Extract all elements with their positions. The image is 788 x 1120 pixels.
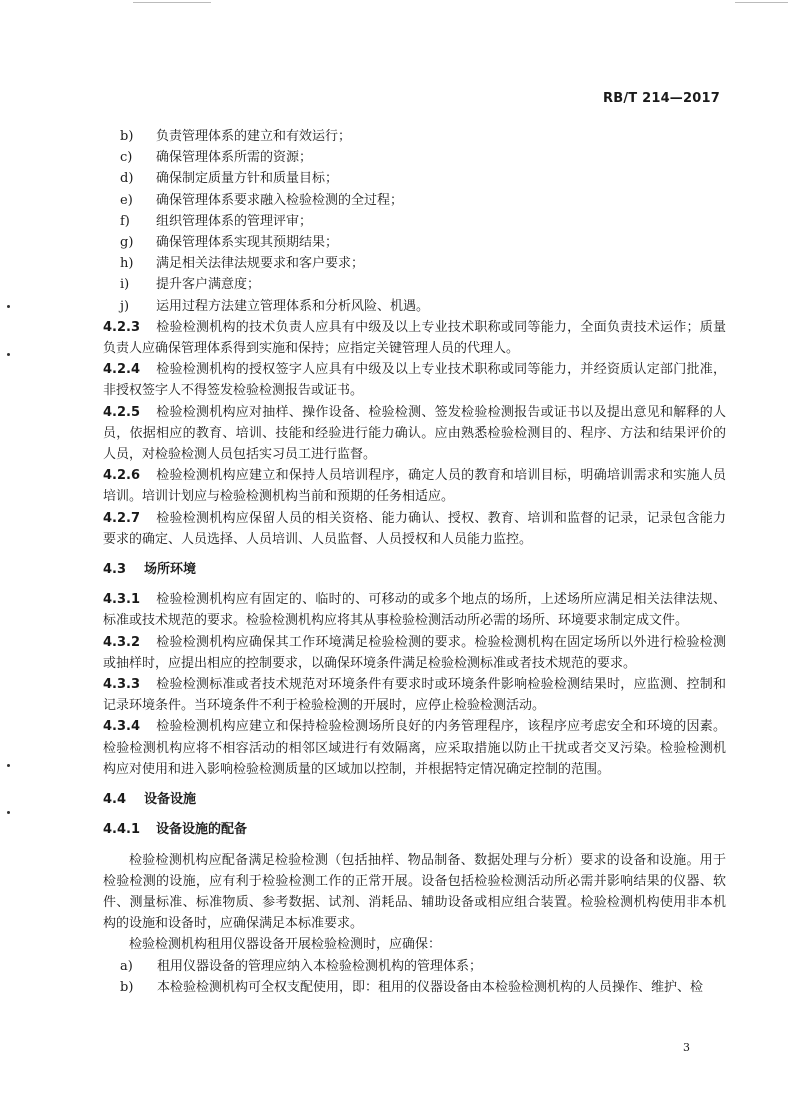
- list-text: 租用仪器设备的管理应纳入本检验检测机构的管理体系；: [157, 958, 483, 974]
- list-item: [103, 126, 726, 147]
- clause-number: 4.2.3: [103, 319, 141, 335]
- section-heading: [103, 789, 726, 810]
- spacer: [103, 580, 726, 589]
- clause: [103, 317, 726, 359]
- list-item: [103, 274, 726, 295]
- rental-conditions-list: [103, 956, 726, 998]
- clause-number: 4.2.7: [103, 510, 141, 526]
- spacer: [103, 780, 726, 789]
- margin-mark: [7, 353, 10, 356]
- scan-edge-line: [735, 2, 788, 3]
- margin-mark: [7, 305, 10, 308]
- section-number: 4.3: [103, 562, 127, 578]
- clause-text: 检验检测机构应确保其工作环境满足检验检测的要求。检验检测机构在固定场所以外进行检验检测或抽样时，应提出相应的控制要求，以确保环境条件满足检验检测标准或者技术规范的要求。: [103, 634, 726, 671]
- list-text: 运用过程方法建立管理体系和分析风险、机遇。: [156, 298, 430, 314]
- list-text: 提升客户满意度；: [156, 277, 261, 293]
- clause-number: 4.3.1: [103, 592, 141, 608]
- list-text: 确保管理体系所需的资源；: [156, 150, 313, 166]
- clause: [103, 674, 726, 716]
- list-item: [103, 190, 726, 211]
- clause-text: 检验检测机构应对抽样、操作设备、检验检测、签发检验检测报告或证书以及提出意见和解释的人员，依据相应的教育、培训、技能和经验进行能力确认。应由熟悉检验检测目的、程序、方法和结果评价的人员，对检验检测人员包括实习员工进行监督。: [103, 404, 726, 463]
- list-marker: j): [120, 298, 130, 314]
- document-body: [103, 126, 726, 998]
- subsection-heading: [103, 819, 726, 840]
- list-marker: b): [120, 979, 134, 995]
- section-heading: [103, 559, 726, 580]
- clause-text: 检验检测机构的授权签字人应具有中级及以上专业技术职称或同等能力，并经资质认定部门批准，非授权签字人不得签发检验检测报告或证书。: [103, 362, 726, 399]
- clause-number: 4.3.4: [103, 719, 141, 735]
- clause-number: 4.3.3: [103, 677, 141, 693]
- margin-mark: [7, 764, 10, 767]
- clause-text: 检验检测机构应有固定的、临时的、可移动的或多个地点的场所，上述场所应满足相关法律法规、标准或技术规范的要求。检验检测机构应将其从事检验检测活动所必需的场所、环境要求制定成文件。: [103, 592, 726, 629]
- clause: [103, 402, 726, 466]
- clause-number: 4.2.5: [103, 404, 141, 420]
- list-text: 满足相关法律法规要求和客户要求；: [156, 256, 365, 272]
- page-number: 3: [683, 1041, 690, 1054]
- section-number: 4.4: [103, 792, 127, 808]
- clause-text: 检验检测机构的技术负责人应具有中级及以上专业技术职称或同等能力，全面负责技术运作；质量负责人应确保管理体系得到实施和保持；应指定关键管理人员的代理人。: [103, 319, 726, 357]
- list-marker: g): [120, 235, 134, 251]
- list-item: [103, 253, 726, 274]
- clause: [103, 589, 726, 631]
- list-marker: c): [120, 150, 133, 166]
- list-item: [103, 977, 726, 998]
- list-text: 组织管理体系的管理评审；: [156, 213, 313, 229]
- spacer: [103, 810, 726, 819]
- list-text: 负责管理体系的建立和有效运行；: [156, 129, 352, 144]
- list-marker: d): [120, 171, 134, 187]
- list-marker: e): [120, 192, 133, 208]
- clause-text: 检验检测机构应保留人员的相关资格、能力确认、授权、教育、培训和监督的记录，记录包含能力要求的确定、人员选择、人员培训、人员监督、人员授权和人员能力监控。: [103, 510, 726, 547]
- list-item: [103, 232, 726, 253]
- list-marker: h): [120, 256, 134, 272]
- clause-number: 4.3.2: [103, 634, 141, 650]
- clause: [103, 632, 726, 674]
- list-text: 确保管理体系实现其预期结果；: [156, 235, 339, 251]
- clause: [103, 465, 726, 507]
- list-item: [103, 296, 726, 317]
- list-marker: f): [120, 213, 130, 229]
- list-text: 确保制定质量方针和质量目标；: [156, 171, 339, 187]
- clause-number: 4.2.6: [103, 468, 141, 484]
- list-item: [103, 147, 726, 168]
- section-title: 设备设施: [144, 792, 197, 808]
- margin-mark: [7, 811, 10, 814]
- section-title: 场所环境: [144, 562, 197, 578]
- list-text: 确保管理体系要求融入检验检测的全过程；: [156, 192, 404, 208]
- scan-edge-line: [133, 2, 211, 3]
- list-item: [103, 211, 726, 232]
- subsection-title: 设备设施的配备: [156, 822, 248, 838]
- clause-number: 4.2.4: [103, 362, 141, 378]
- list-text: 本检验检测机构可全权支配使用，即：租用的仪器设备由本检验检测机构的人员操作、维护、检: [157, 979, 704, 995]
- spacer: [103, 841, 726, 850]
- spacer: [103, 550, 726, 559]
- subsection-number: 4.4.1: [103, 822, 141, 838]
- clause-text: 检验检测标准或者技术规范对环境条件有要求时或环境条件影响检验检测结果时，应监测、控制和记录环境条件。当环境条件不利于检验检测的开展时，应停止检验检测活动。: [103, 677, 726, 714]
- list-item: [103, 168, 726, 189]
- clause: [103, 359, 726, 401]
- clause: [103, 508, 726, 550]
- list-marker: a): [120, 958, 133, 974]
- clause-text: 检验检测机构应建立和保持人员培训程序，确定人员的教育和培训目标，明确培训需求和实施人员培训。培训计划应与检验检测机构当前和预期的任务相适应。: [103, 468, 726, 505]
- clause: [103, 716, 726, 780]
- clause-text: 检验检测机构应建立和保持检验检测场所良好的内务管理程序，该程序应考虑安全和环境的因素。检验检测机构应将不相容活动的相邻区域进行有效隔离，应采取措施以防止干扰或者交叉污染。检验检测机构应对使用和进入影响检验检测质量的区域加以控制，并根据特定情况确定控制的范围。: [103, 719, 726, 777]
- list-marker: i): [120, 277, 130, 293]
- list-marker: b): [120, 129, 134, 144]
- responsibility-list: [103, 126, 726, 317]
- document-code: RB/T 214—2017: [603, 91, 720, 106]
- list-item: [103, 956, 726, 977]
- body-paragraph: 检验检测机构租用仪器设备开展检验检测时，应确保：: [129, 937, 442, 953]
- body-paragraph: 检验检测机构应配备满足检验检测（包括抽样、物品制备、数据处理与分析）要求的设备和设施。用于检验检测的设施，应有利于检验检测工作的正常开展。设备包括检验检测活动所必需并影响结果的仪器、软件、测量标准、标准物质、参考数据、试剂、消耗品、辅助设备或相应组合装置。检验检测机构使用非本机构的设施和设备时，应确保满足本标准要求。: [103, 852, 726, 932]
